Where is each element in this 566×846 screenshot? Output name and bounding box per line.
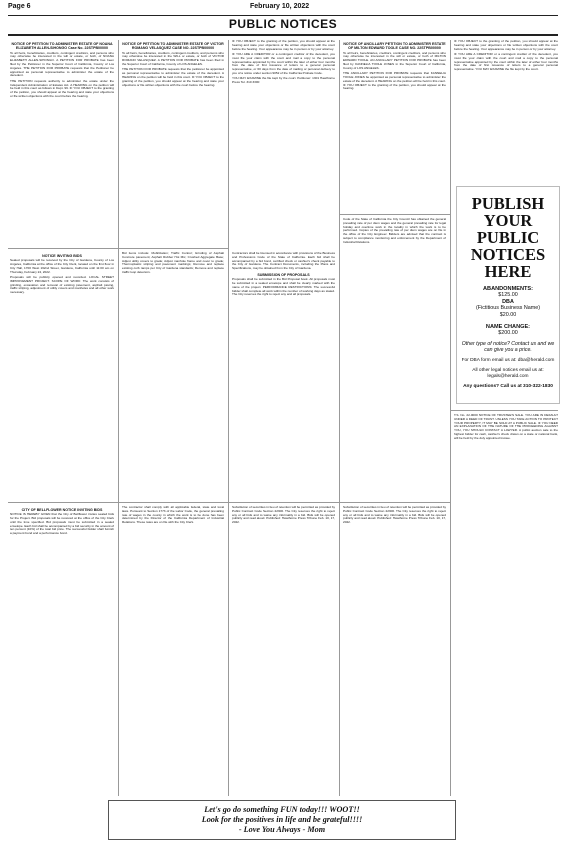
- legal-notice: [10, 506, 114, 796]
- column-divider: [450, 40, 451, 796]
- dba-subtitle: (Fictitious Business Name): [475, 305, 541, 311]
- notice-paragraph: Bid items include: Mobilization; Traffic Control; Grinding of Asphalt Concrete pavement; Asphalt Rubber Hot Mix; Crushed Aggregate Base; Adjust utility covers to grade; Adjust manhole frame and cover to grade; Thermoplastic striping and pavement markings; Remove and replace existing curb ramps per City of Gardena standards; Remove and replace traffic loop detectors.: [122, 252, 224, 274]
- legal-notice: [232, 506, 335, 796]
- notice-paragraph: THE PETITION FOR PROBATE requests that the petitioner be appointed as personal representative to administer the estate of the decedent. A HEARING on the petition will be held in this court. IF YOU OBJECT to the granting of the petition, you should appear at the hearing and state your objections or file written objections with the court before the hearing.: [122, 67, 224, 87]
- issue-date: February 10, 2022: [250, 3, 310, 10]
- notice-paragraph: IF YOU ARE A CREDITOR or a contingent creditor of the decedent, you must file your claim with the court and mail a copy to the personal representative appointed by the court within the later of either four months from the date of first issuance of letters to a general personal representative. YOU MAY EXAMINE the file kept by the court.: [454, 51, 558, 72]
- page-number: Page 6: [8, 3, 31, 10]
- legal-notice: [343, 40, 446, 210]
- notice-heading: NOTICE OF PETITION TO ADMINISTER ESTATE OF NOANA ELIZABETH ALLEN-SIHONGO Case No. 22STPB00000: [11, 42, 113, 51]
- notice-paragraph: Substitution of securities in lieu of retention will be permitted as provided by Public Contract Code Section 22300. The City reserves the right to reject any or all bids and to waive any informality in a bid. Bids will be opened publicly and read aloud. Published: Hawthorne Press Tribune Feb. 10, 17, 2022.: [343, 506, 446, 525]
- name-change-label: NAME CHANGE:: [485, 324, 531, 330]
- notice-paragraph: YOU MAY EXAMINE the file kept by the court. Petitioner: 1301 Hawthorne Press Tel. 310 3300: [232, 76, 335, 85]
- personal-message-box: [108, 800, 456, 840]
- notice-paragraph: NOTICE IS HEREBY GIVEN that the City of Bellflower invites sealed bids for the Project. Bid proposals will be received at the office of the City Clerk until the time specified. Bid proposals must be submitted in a sealed envelope. Each bid shall be accompanied by a bid security in the amount of ten percent (10%) of the total bid price. The successful bidder shall furnish a payment bond and a performance bond.: [10, 512, 114, 536]
- ad-headline: PUBLISH YOUR PUBLIC NOTICES HERE: [470, 194, 546, 281]
- notice-paragraph: Sealed proposals will be received by the City of Gardena, County of Los Angeles, California at the office of the City Clerk, located on the first floor in City Hall, 1700 West 162nd Street, Gardena, California until 11:00 am on Thursday, February 24, 2022.: [10, 258, 114, 274]
- notice-heading: CITY OF BELLFLOWER NOTICE INVITING BIDS: [21, 508, 103, 512]
- legal-notice: [122, 40, 224, 244]
- legal-notice: [343, 218, 446, 498]
- notice-paragraph: IF YOU OBJECT to the granting of the petition, you should appear at the hearing and state your objections or file written objections with the court before the hearing. Your appearance may be in person or by your attorney.: [454, 40, 558, 51]
- notice-heading: NOTICE OF ANCILLARY PETITION TO ADMINISTER ESTATE OF MILTON EDWARD TOOLE CASE NO. 22STPB00000: [343, 42, 446, 51]
- abandonments-label: ABANDONMENTS:: [482, 286, 534, 292]
- notice-heading: NOTICE INVITING BIDS: [42, 254, 82, 258]
- section-title: PUBLIC NOTICES: [228, 17, 338, 31]
- abandonments-price: $125.00: [498, 292, 518, 298]
- notice-paragraph: To all heirs, beneficiaries, creditors, contingent creditors, and persons who may otherwise be interested in the will or estate, or both of MILTON EDWARD TOOLE. AN ANCILLARY PETITION FOR PROBATE has been filed by KANNELIA TOOLE JONES in the Superior Court of California, County of LOS ANGELES.: [343, 50, 446, 70]
- notice-paragraph: THE PETITION requests authority to administer the estate under the Independent Administration of Estates Act. A HEARING on the petition will be held in this court as follows in Dept. 99. IF YOU OBJECT to the granting of the petition, you should appear at the hearing and state your objections or file written objections with the court before the hearing.: [10, 78, 114, 98]
- contact-phone: Any questions? Call us at 310-322-1830: [463, 383, 553, 389]
- notice-paragraph: The contractor shall comply with all applicable federal, state and local laws. Pursuant to Section 1773 of the Labor Code, the general prevailing rate of wages in the county in which the work is to be done has been determined by the Director of the California Department of Industrial Relations. These rates are on file with the City Clerk.: [122, 506, 224, 525]
- notice-paragraph: THE ANCILLARY PETITION FOR PROBATE requests that KANNELIA TOOLE JONES be appointed as personal representative to administer the estate of the decedent. A HEARING on the petition will be held in this court. IF YOU OBJECT to the granting of the petition, you should appear at the hearing.: [343, 71, 446, 91]
- notice-heading: NOTICE OF PETITION TO ADMINISTER ESTATE OF VICTOR ROMANO VELASQUEZ CASE NO. 22STPB00000: [122, 42, 224, 51]
- title-rule: [8, 34, 558, 36]
- dba-amount: $20.00: [499, 311, 517, 318]
- column-divider: [339, 40, 340, 796]
- legal-notice: [343, 506, 446, 796]
- column-divider: [118, 40, 119, 796]
- message-line: Look for the positives in life and be grateful!!!!: [201, 815, 363, 824]
- notice-heading: SUBMISSION OF PROPOSALS: [257, 272, 310, 277]
- notice-paragraph: IF YOU OBJECT to the granting of the petition, you should appear at the hearing and state your objections or file written objections with the court before the hearing. Your appearance may be in person or by your attorney.: [232, 40, 335, 51]
- legal-notice: [122, 506, 224, 796]
- column-divider: [228, 40, 229, 796]
- notice-paragraph: IF YOU ARE A CREDITOR or a contingent creditor of the decedent, you must file your claim with the court and mail a copy to the personal representative appointed by the court within the later of either four months from the date of first issuance of letters to a general personal representative, or 60 days from the date of mailing or personal delivery to you of a notice under section 9052 of the California Probate Code.: [232, 51, 335, 75]
- notice-paragraph: Contractors shall be licensed in accordance with provisions of the Business and Professions Code of the State of California. Each bid shall be accompanied by a bid bond, certified check or cashier's check payable to the City of Gardena. The Contract Documents, including the Plans and Specifications, may be obtained from the City of Gardena.: [232, 252, 335, 271]
- header-rule: [8, 15, 558, 16]
- legal-notice: [10, 40, 114, 244]
- legal-notice: [454, 414, 558, 794]
- message-signature: - Love You Always - Mom: [238, 825, 326, 834]
- notice-paragraph: Proposals shall be submitted in the Bid Proposal book. All proposals must be submitted in a sealed envelope and shall be clearly marked with the name of the project. PERFORMANCE RESTRICTIONS: The successful bidder shall complete all work within the number of working days as stated. The City reserves the right to reject any and all proposals.: [232, 277, 335, 297]
- page-header: [0, 0, 566, 16]
- message-line: Let's go do something FUN today!!! WOOT!!: [204, 805, 360, 814]
- legal-notice: [454, 40, 558, 180]
- notice-paragraph: To all heirs, beneficiaries, creditors, contingent creditors, and persons who may otherwise be interested in the will or estate, or both, of NOANA ELIZABETH ALLEN-SIHONGO. A PETITION FOR PROBATE has been filed by the Petitioner in the Superior Court of California, County of Los Angeles. THE PETITION FOR PROBATE requests that the Petitioner be appointed as personal representative to administer the estate of the decedent.: [10, 50, 114, 78]
- dba-form-email[interactable]: For DBA form email us at: dba@herald.com: [461, 357, 555, 363]
- section-divider: [450, 410, 558, 411]
- notice-paragraph: T.S. No. 22-0000 NOTICE OF TRUSTEE'S SALE. YOU ARE IN DEFAULT UNDER A DEED OF TRUST. UNLESS YOU TAKE ACTION TO PROTECT YOUR PROPERTY, IT MAY BE SOLD AT A PUBLIC SALE. IF YOU NEED AN EXPLANATION OF THE NATURE OF THE PROCEEDING AGAINST YOU, YOU SHOULD CONTACT A LAWYER. A public auction sale to the highest bidder for cash, cashier's check drawn on a state or national bank, will be held by the duly appointed trustee.: [454, 414, 558, 440]
- name-change-price: $200.00: [498, 330, 518, 336]
- legal-notice: [10, 252, 114, 498]
- section-divider: [8, 502, 450, 503]
- legal-notice-email[interactable]: All other legal notices email us at: legals@herald.com: [472, 367, 544, 379]
- notice-paragraph: To all heirs, beneficiaries, creditors, contingent creditors, and persons who may otherwise be interested in the WILL or estate, or both of VICTOR ROMANO VELASQUEZ. A PETITION FOR PROBATE has been filed in the Superior Court of California, County of LOS ANGELES.: [122, 50, 224, 66]
- legal-notice: [232, 40, 335, 244]
- notice-paragraph: Substitution of securities in lieu of retention will be permitted as provided by Public Contract Code Section 22300. The City reserves the right to reject any or all bids and to waive any informality in a bid. Bids will be opened publicly and read aloud. Published: Hawthorne Press Tribune Feb. 10, 17, 2022.: [232, 506, 335, 525]
- legal-notice: [232, 252, 335, 498]
- other-notice-line: Other type of notice? Contact us and we can give you a price.: [461, 340, 555, 353]
- legal-notice: [122, 252, 224, 498]
- section-divider: [339, 214, 450, 215]
- rate-advertisement: [456, 186, 560, 404]
- notice-paragraph: Proposals will be publicly opened and recorded. LOCAL STREET IMPROVEMENT PROJECT. SCOPE OF WORK: The work consists of grinding, excavation and removal of existing pavement, asphalt paving, traffic striping, adjustment of utility covers and manholes and all other work necessary.: [10, 275, 114, 295]
- dba-label: DBA: [502, 298, 514, 305]
- section-divider: [8, 248, 228, 249]
- notice-paragraph: Code of the State of California the City Council has obtained the general prevailing rate of per diem wages and the general prevailing rate for legal holiday and overtime work in the locality in which the work is to be performed. Copies of the prevailing rate of per diem wages are on file in the office of the City Engineer. Bidders are advised that the contract is subject to compliance monitoring and enforcement by the Department of Industrial Relations.: [343, 218, 446, 244]
